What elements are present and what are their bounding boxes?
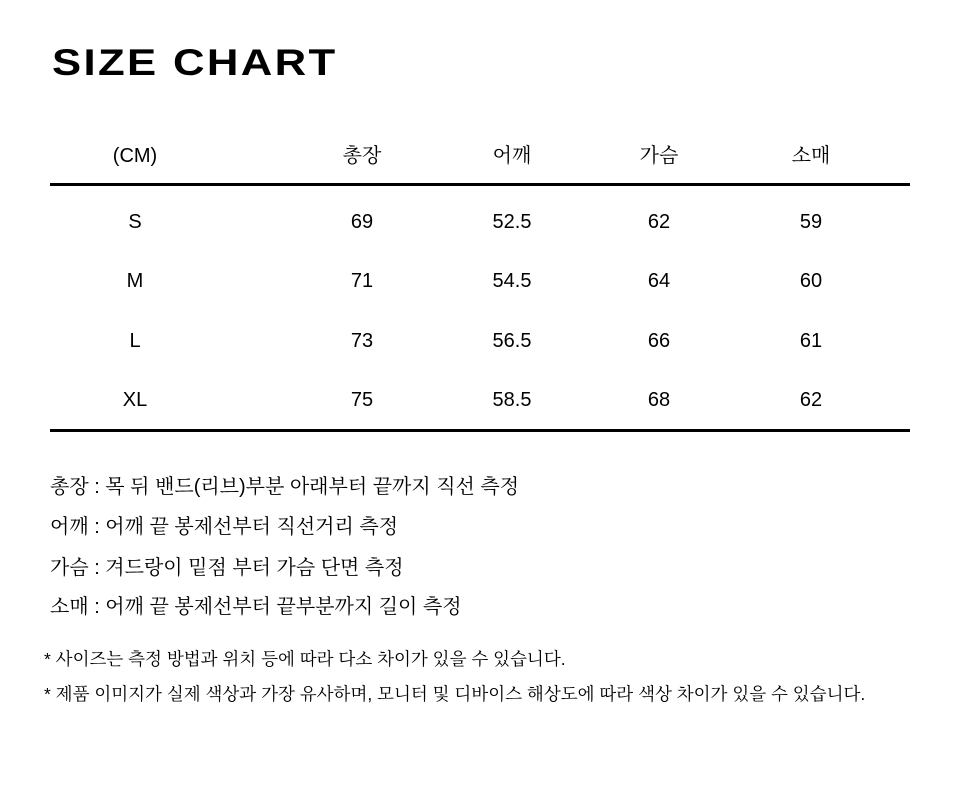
table-row bbox=[0, 208, 960, 236]
column-header-chest: 가슴 bbox=[639, 145, 679, 167]
value-shoulder: 54.5 bbox=[492, 270, 532, 292]
value-shoulder: 58.5 bbox=[492, 389, 532, 411]
column-header-total-length: 총장 bbox=[342, 145, 382, 167]
value-sleeve: 60 bbox=[799, 270, 823, 292]
value-shoulder: 52.5 bbox=[492, 211, 532, 233]
size-label: L bbox=[129, 330, 141, 352]
note-color-variance: * 제품 이미지가 실제 색상과 가장 유사하며, 모니터 및 디바이스 해상도에 따라 색상 차이가 있을 수 있습니다. bbox=[44, 684, 866, 704]
table-bottom-rule bbox=[50, 429, 910, 432]
value-chest: 62 bbox=[647, 211, 671, 233]
value-shoulder: 56.5 bbox=[492, 330, 532, 352]
size-label: S bbox=[128, 211, 142, 233]
guide-total-length: 총장 : 목 뒤 밴드(리브)부분 아래부터 끝까지 직선 측정 bbox=[50, 476, 520, 498]
value-total-length: 73 bbox=[350, 330, 374, 352]
value-total-length: 71 bbox=[350, 270, 374, 292]
page-title: SIZE CHART bbox=[52, 42, 338, 83]
value-sleeve: 62 bbox=[799, 389, 823, 411]
value-sleeve: 61 bbox=[799, 330, 823, 352]
value-chest: 64 bbox=[647, 270, 671, 292]
value-sleeve: 59 bbox=[799, 211, 823, 233]
value-total-length: 75 bbox=[350, 389, 374, 411]
table-row bbox=[0, 267, 960, 295]
guide-shoulder: 어깨 : 어깨 끝 봉제선부터 직선거리 측정 bbox=[50, 516, 399, 538]
note-size-variance: * 사이즈는 측정 방법과 위치 등에 따라 다소 차이가 있을 수 있습니다. bbox=[44, 649, 566, 669]
size-label: M bbox=[126, 270, 144, 292]
value-total-length: 69 bbox=[350, 211, 374, 233]
table-header-row bbox=[0, 142, 960, 170]
column-header-sleeve: 소매 bbox=[791, 145, 831, 167]
column-header-shoulder: 어깨 bbox=[492, 145, 532, 167]
guide-chest: 가슴 : 겨드랑이 밑점 부터 가슴 단면 측정 bbox=[50, 557, 404, 579]
size-label: XL bbox=[122, 389, 148, 411]
table-row bbox=[0, 386, 960, 414]
table-top-rule bbox=[50, 183, 910, 186]
value-chest: 68 bbox=[647, 389, 671, 411]
table-row bbox=[0, 327, 960, 355]
unit-label: (CM) bbox=[112, 145, 158, 167]
guide-sleeve: 소매 : 어깨 끝 봉제선부터 끝부분까지 길이 측정 bbox=[50, 596, 462, 618]
value-chest: 66 bbox=[647, 330, 671, 352]
